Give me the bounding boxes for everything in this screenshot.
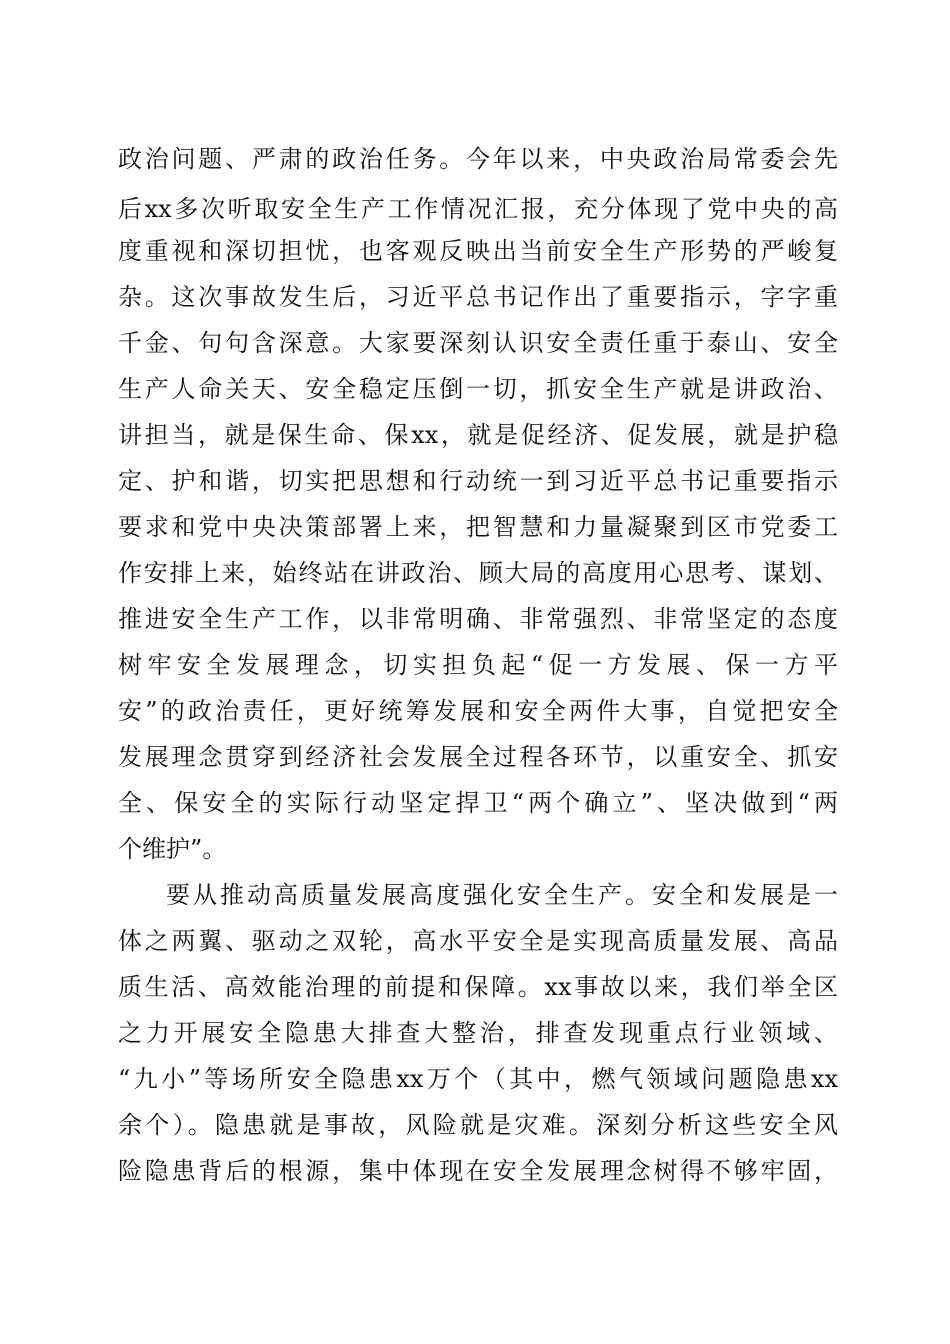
paragraph-1-line-2: 后xx多次听取安全生产工作情况汇报，充分体现了党中央的高	[118, 195, 838, 223]
paragraph-1-line-3: 度重视和深切担忧，也客观反映出当前安全生产形势的严峻复	[118, 237, 838, 265]
paragraph-2-line-3: 质生活、高效能治理的前提和保障。xx事故以来，我们举全区	[118, 973, 838, 1001]
paragraph-2-line-2: 体之两翼、驱动之双轮，高水平安全是实现高质量发展、高品	[118, 927, 838, 955]
paragraph-1-line-1: 政治问题、严肃的政治任务。今年以来，中央政治局常委会先	[118, 145, 838, 173]
paragraph-1-line-13: 安”的政治责任，更好统筹发展和安全两件大事，自觉把安全	[118, 697, 838, 725]
paragraph-2-line-6: 余个）。隐患就是事故，风险就是灾难。深刻分析这些安全风	[118, 1111, 838, 1139]
paragraph-1-line-11: 推进安全生产工作，以非常明确、非常强烈、非常坚定的态度	[118, 605, 838, 633]
paragraph-1-line-10: 作安排上来，始终站在讲政治、顾大局的高度用心思考、谋划、	[118, 559, 838, 587]
paragraph-1-line-14: 发展理念贯穿到经济社会发展全过程各环节，以重安全、抓安	[118, 743, 838, 771]
paragraph-2-line-1: 要从推动高质量发展高度强化安全生产。安全和发展是一	[166, 881, 838, 909]
paragraph-1-line-4: 杂。这次事故发生后，习近平总书记作出了重要指示，字字重	[118, 283, 838, 311]
paragraph-2-line-7: 险隐患背后的根源，集中体现在安全发展理念树得不够牢固，	[118, 1157, 838, 1185]
paragraph-2-line-4: 之力开展安全隐患大排查大整治，排查发现重点行业领域、	[118, 1019, 838, 1047]
paragraph-1-line-9: 要求和党中央决策部署上来，把智慧和力量凝聚到区市党委工	[118, 513, 838, 541]
paragraph-1-line-12: 树牢安全发展理念，切实担负起“促一方发展、保一方平	[118, 651, 838, 679]
paragraph-1-line-16: 个维护”。	[118, 835, 227, 863]
paragraph-1-line-15: 全、保安全的实际行动坚定捍卫“两个确立”、坚决做到“两	[118, 789, 838, 817]
paragraph-1-line-6: 生产人命关天、安全稳定压倒一切，抓安全生产就是讲政治、	[118, 375, 838, 403]
paragraph-1-line-5: 千金、句句含深意。大家要深刻认识安全责任重于泰山、安全	[118, 329, 838, 357]
paragraph-1-line-7: 讲担当，就是保生命、保xx，就是促经济、促发展，就是护稳	[118, 421, 838, 449]
paragraph-1-line-8: 定、护和谐，切实把思想和行动统一到习近平总书记重要指示	[118, 467, 838, 495]
paragraph-2-line-5: “九小”等场所安全隐患xx万个（其中，燃气领域问题隐患xx	[118, 1065, 838, 1093]
